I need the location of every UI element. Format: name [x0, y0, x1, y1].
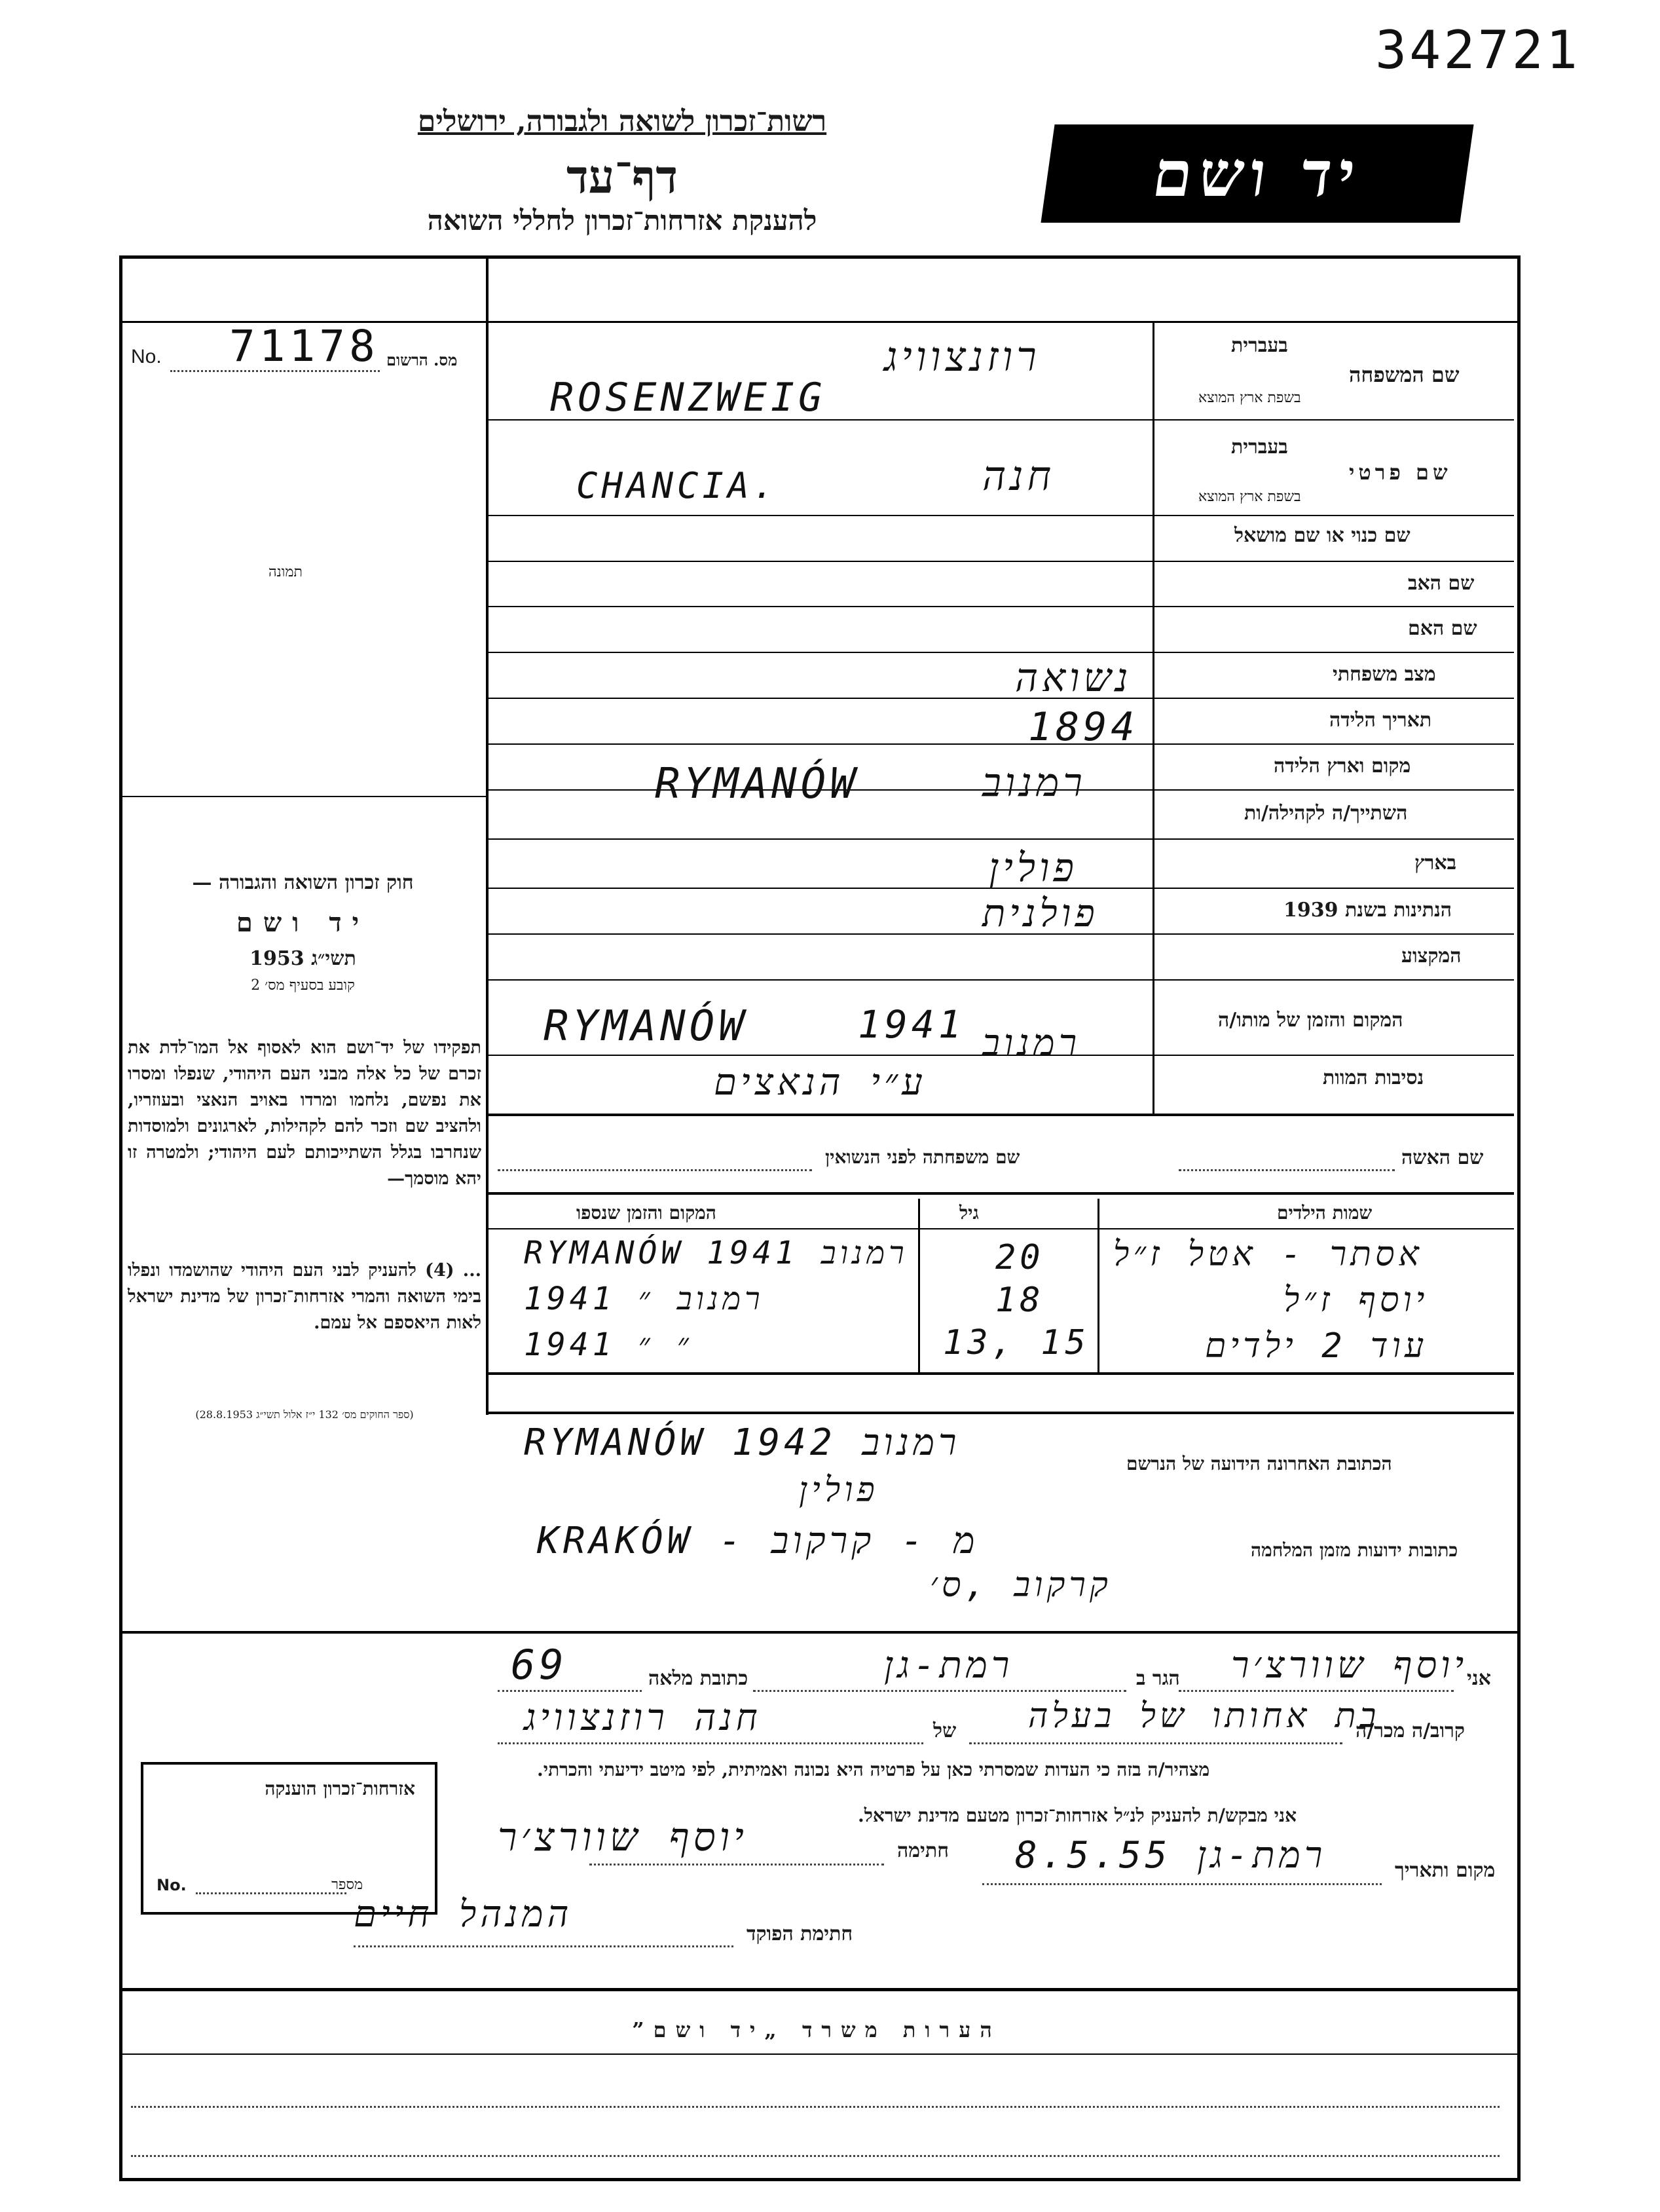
child-name-3: עוד 2 ילדים [1205, 1326, 1428, 1366]
law-text-2: ... (4) להעניק לבני העם היהודי שהושמדו ונפלו בימי השואה והמרי אזרחות־זכרון של מדינת ישראל לאות היאספם אל עמם. [128, 1260, 482, 1333]
war-address-line1: KRAKÓW - מ - קרקוב [537, 1520, 979, 1562]
death-place-hebrew: רמנוב [982, 1022, 1081, 1064]
child-place-3: ״ ״ 1941 [524, 1326, 693, 1363]
last-address-label: הכתובת האחרונה הידועה של הנרשם [1126, 1453, 1392, 1474]
children-col-age: גיל [959, 1202, 979, 1224]
signature-value: יוסף שוורצ׳ר [498, 1814, 748, 1860]
birth-date-label: תאריך הלידה [1329, 709, 1432, 732]
citizenship-box-title: אזרחות־זכרון הוענקה [265, 1778, 415, 1799]
in-hebrew-label-1: בעברית [1231, 334, 1288, 357]
in-hebrew-label-2: בעברית [1231, 436, 1288, 459]
registration-no-label: No. [131, 346, 162, 367]
request-text: אני מבקש/ת להעניק לנ״ל אזרחות־זכרון מטעם מדינת ישראל. [858, 1805, 1297, 1826]
birth-date-value: 1894 [1028, 704, 1139, 750]
first-name-hebrew: חנה [982, 452, 1056, 500]
header-institution: רשות־זכרון לשואה ולגבורה, ירושלים [417, 105, 827, 138]
profession-label: המקצוע [1401, 945, 1462, 967]
origin-lang-label-1: בשפת ארץ המוצא [1198, 390, 1301, 406]
children-col-place: המקום והזמן שנספו [576, 1202, 716, 1224]
wife-maiden-label: שם משפחתה לפני הנשואין [825, 1146, 1020, 1168]
child-age-2: 18 [995, 1281, 1044, 1320]
child-name-1: אסתר - אטל ז״ל [1113, 1235, 1423, 1274]
marital-label: מצב משפחתי [1333, 663, 1436, 686]
registration-label: מס. הרשום [386, 350, 458, 369]
birth-place-hebrew: רמנוב [982, 760, 1086, 806]
citizenship-box [141, 1762, 437, 1915]
yad-vashem-logo [1041, 124, 1473, 223]
citizenship-no-label: No. [157, 1876, 187, 1894]
place-date-value: רמת-גן 8.5.55 [1015, 1834, 1327, 1877]
wife-label: שם האשה [1401, 1146, 1484, 1169]
declarant-of-label: של [933, 1719, 957, 1742]
logo-text: יד ושם [1148, 136, 1367, 211]
header-title: דף־עד [566, 149, 678, 204]
declarant-name: יוסף שוורצ׳ר [1231, 1644, 1468, 1687]
mother-label: שם האם [1408, 617, 1477, 640]
declarant-resides-label: הגר ב [1136, 1667, 1180, 1690]
law-year: תשי״ג 1953 [249, 947, 356, 970]
declarant-address-label: כתובת מלאה [648, 1667, 748, 1690]
declare-text: מצהיר/ה בזה כי העדות שמסרתי כאן על פרטיה היא נכונה ואמיתית, לפי מיטב ידיעתי והכרתי. [537, 1759, 1210, 1780]
birth-place-label: מקום וארץ הלידה [1274, 755, 1411, 778]
last-address-line1: RYMANÓW 1942 רמנוב [524, 1421, 961, 1464]
birth-place-latin: RYMANÓW [655, 760, 859, 808]
country-label: בארץ [1414, 852, 1457, 874]
community-label: השתייך/ה לקהילה/ות [1244, 802, 1408, 825]
war-address-label: כתובות ידועות מזמן המלחמה [1251, 1539, 1458, 1561]
child-name-2: יוסף ז״ל [1283, 1281, 1429, 1320]
declarant-address: 69 [511, 1641, 568, 1689]
registration-number: 71178 [229, 321, 379, 371]
photo-label: תמונה [268, 564, 303, 580]
nationality-value: פולנית [982, 891, 1099, 935]
country-value: פולין [989, 845, 1078, 891]
officer-label: חתימת הפוקד [747, 1922, 853, 1945]
declarant-relation: בת אחותו של בעלה [1028, 1696, 1380, 1736]
death-place-latin: RYMANÓW [544, 1002, 748, 1051]
first-name-origin: CHANCIA. [576, 465, 779, 506]
declarant-i-label: אני [1467, 1667, 1491, 1690]
origin-lang-label-2: בשפת ארץ המוצא [1198, 489, 1301, 505]
war-address-line2: קרקוב ,ס׳ [930, 1565, 1112, 1605]
declarant-relation-label: קרוב/ה מכר/ה [1356, 1719, 1465, 1742]
citizenship-number-label: מספר [331, 1877, 363, 1893]
header-subtitle: להענקת אזרחות־זכרון לחללי השואה [427, 204, 817, 236]
marital-value: נשואה [1015, 655, 1132, 701]
family-name-hebrew: רוזנצוויג [884, 333, 1041, 381]
father-label: שם האב [1408, 572, 1475, 595]
children-col-names: שמות הילדים [1277, 1202, 1373, 1224]
law-heading: חוק זכרון השואה והגבורה — [192, 871, 414, 894]
nationality-label: הנתינות בשנת 1939 [1283, 899, 1452, 922]
last-address-line2: פולין [799, 1471, 879, 1510]
child-place-1: רמנוב RYMANÓW 1941 [524, 1235, 908, 1271]
law-citation: (ספר החוקים מס׳ 132 י״ז אלול תשי״ג 28.8.1953) [195, 1408, 414, 1421]
first-name-label: שם פרטי [1349, 460, 1452, 485]
law-name: יד ושם [236, 907, 370, 938]
place-date-label: מקום ותאריך [1395, 1859, 1496, 1882]
law-text-1: תפקידו של יד־ושם הוא לאסוף אל המו־לדת את זכרם של כל אלה מבני העם היהודי, שנפלו ומסרו את נפשם, נלחמו ומרדו באויב הנאצי ובעוזריו, ולהציב שם וזכר להם לקהילות, לארגונים ולמוסדות שנחרבו בגלל השתייכותם לעם היהודי; ולמטרה זו יהא מוסמך— [128, 1038, 481, 1189]
signature-label: חתימה [897, 1839, 949, 1862]
child-age-3: 13, 15 [943, 1323, 1090, 1362]
family-name-origin: ROSENZWEIG [550, 375, 826, 421]
archive-number: 342721 [1375, 20, 1580, 81]
law-clause: קובע בסעיף מס׳ 2 [251, 977, 355, 994]
death-circ-value: ע״י הנאצים [714, 1061, 927, 1104]
death-year: 1941 [858, 1002, 965, 1047]
child-place-2: רמנוב ״ 1941 [524, 1281, 764, 1317]
officer-signature: המנהל חיים [354, 1893, 573, 1936]
nickname-label: שם כנוי או שם מושאל [1234, 524, 1411, 547]
death-place-label: המקום והזמן של מותו/ה [1218, 1009, 1403, 1032]
child-age-1: 20 [995, 1238, 1044, 1277]
remarks-title: הערות משרד „יד ושם” [632, 2017, 1001, 2042]
declarant-city: רמת-גן [884, 1644, 1014, 1687]
death-circ-label: נסיבות המוות [1323, 1066, 1424, 1089]
declarant-of-name: חנה רוזנצוויג [524, 1696, 762, 1739]
family-name-label: שם המשפחה [1349, 362, 1460, 387]
